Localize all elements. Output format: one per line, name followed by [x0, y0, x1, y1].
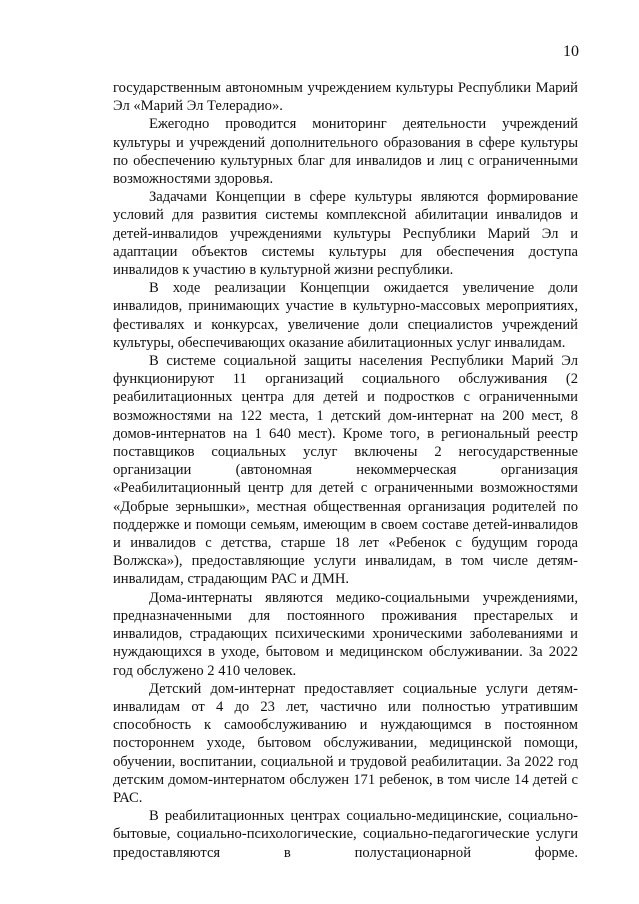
paragraph-2: Ежегодно проводится мониторинг деятельности учреждений культуры и учреждений дополнительного образования в сфере культуры по обеспечению культурных благ для инвалидов и лиц с ограниченными возможностями здоровья.	[113, 116, 578, 188]
page-number: 10	[563, 43, 579, 60]
paragraph-7: Детский дом-интернат предоставляет социальные услуги детям-инвалидам от 4 до 23 лет, частично или полностью утратившим способность к самообслуживанию и нуждающимся в постоянном постороннем уходе, бытовом обслуживании, медицинской помощи, обучении, воспитании, социальной и трудовой реабилитации. За 2022 год детским домом-интернатом обслужен 171 ребенок, в том числе 14 детей с РАС.	[113, 680, 578, 806]
paragraph-3: Задачами Концепции в сфере культуры являются формирование условий для развития системы комплексной абилитации инвалидов и детей-инвалидов учреждениями культуры Республики Марий Эл и адаптации объектов системы культуры для обеспечения доступа инвалидов к участию в культурной жизни республики.	[113, 189, 578, 279]
paragraph-4: В ходе реализации Концепции ожидается увеличение доли инвалидов, принимающих участие в культурно-массовых мероприятиях, фестивалях и конкурсах, увеличение доли специалистов учреждений культуры, обеспечивающих оказание абилитационных услуг инвалидам.	[113, 280, 578, 351]
paragraph-1: государственным автономным учреждением культуры Республики Марий Эл «Марий Эл Телерадио».	[113, 80, 578, 115]
paragraph-6: Дома-интернаты являются медико-социальными учреждениями, предназначенными для постоянного проживания престарелых и инвалидов, страдающих психическими хроническими заболеваниями и нуждающихся в уходе, бытовом и медицинском обслуживании. За 2022 год обслужено 2 410 человек.	[113, 589, 578, 679]
body-text	[113, 79, 578, 862]
paragraph-8: В реабилитационных центрах социально-медицинские, социально-бытовые, социально-психологические, социально-педагогические услуги предоставляются в полустационарной форме.	[113, 808, 578, 861]
paragraph-5: В системе социальной защиты населения Республики Марий Эл функционируют 11 организаций социального обслуживания (2 реабилитационных центра для детей и подростков с ограниченными возможностями на 122 места, 1 детский дом-интернат на 200 мест, 8 домов-интернатов на 1 640 мест). Кроме того, в региональный реестр поставщиков социальных услуг включены 2 негосударственные организации (автономная некоммерческая организация «Реабилитационный центр для детей с ограниченными возможностями «Добрые зернышки», местная общественная организация родителей по поддержке и помощи семьям, имеющим в своем составе детей-инвалидов и инвалидов с детства, старше 18 лет «Ребенок с будущим города Волжска»), предоставляющие услуги инвалидам, в том числе детям-инвалидам, страдающим РАС и ДМН.	[113, 353, 578, 588]
